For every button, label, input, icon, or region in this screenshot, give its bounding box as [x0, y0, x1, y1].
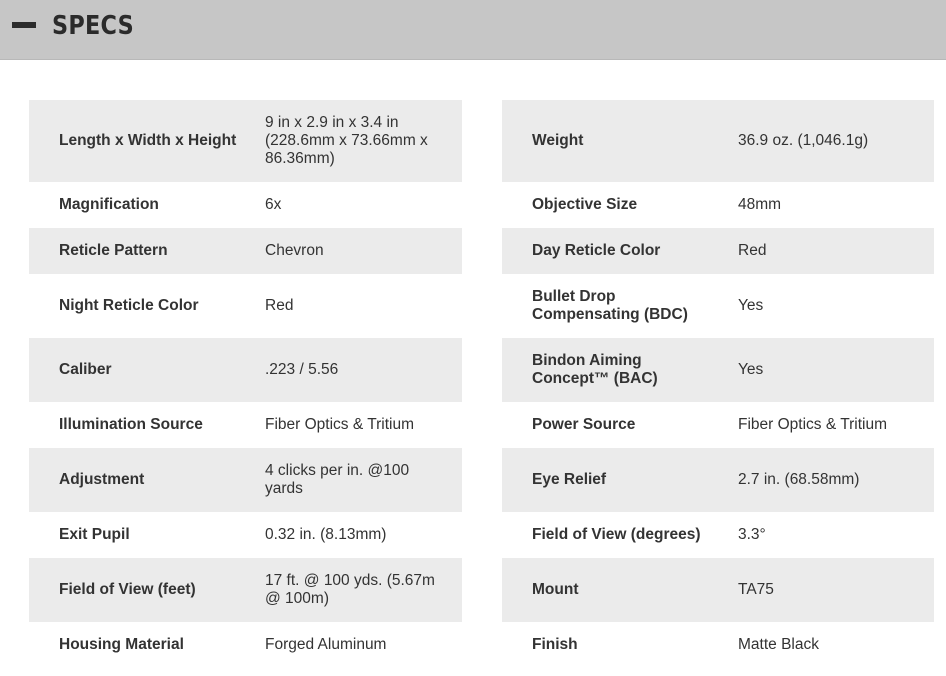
- spec-label: Day Reticle Color: [532, 242, 661, 259]
- spec-value: 9 in x 2.9 in x 3.4 in (228.6mm x 73.66mm x 86.36mm): [265, 114, 428, 167]
- spec-label: Housing Material: [59, 636, 184, 653]
- spec-row: [29, 402, 462, 448]
- spec-row: [29, 622, 462, 668]
- spec-value: 2.7 in. (68.58mm): [738, 471, 860, 488]
- spec-label: Exit Pupil: [59, 526, 130, 543]
- spec-value: 6x: [265, 196, 282, 213]
- spec-row: [502, 402, 934, 448]
- spec-row: [502, 274, 934, 338]
- spec-row: [502, 448, 934, 512]
- spec-row: [502, 182, 934, 228]
- spec-value: 17 ft. @ 100 yds. (5.67m @ 100m): [265, 572, 435, 607]
- spec-value: Red: [738, 242, 767, 259]
- spec-label: Adjustment: [59, 471, 145, 488]
- spec-value: Chevron: [265, 242, 324, 259]
- specs-table-left: [29, 100, 462, 668]
- spec-value: Red: [265, 297, 294, 314]
- spec-label: Caliber: [59, 361, 112, 378]
- spec-row: [29, 228, 462, 274]
- spec-value: TA75: [738, 581, 774, 598]
- spec-value: Fiber Optics & Tritium: [738, 416, 887, 433]
- spec-row: [502, 228, 934, 274]
- spec-row: [502, 100, 934, 182]
- spec-value: .223 / 5.56: [265, 361, 339, 378]
- spec-label: Eye Relief: [532, 471, 607, 488]
- spec-label: Illumination Source: [59, 416, 203, 433]
- specs-table-right: [502, 100, 934, 668]
- spec-row: [29, 100, 462, 182]
- spec-label: Bullet Drop Compensating (BDC): [532, 288, 688, 323]
- spec-value: 3.3°: [738, 526, 766, 543]
- specs-title: SPECS: [52, 11, 134, 41]
- spec-label: Reticle Pattern: [59, 242, 168, 259]
- spec-value: Yes: [738, 361, 764, 378]
- spec-label: Finish: [532, 636, 578, 653]
- spec-label: Weight: [532, 132, 584, 149]
- spec-value: Yes: [738, 297, 764, 314]
- spec-label: Objective Size: [532, 196, 638, 213]
- spec-label: Night Reticle Color: [59, 297, 199, 314]
- spec-label: Field of View (degrees): [532, 526, 701, 543]
- spec-value: Matte Black: [738, 636, 819, 653]
- spec-label: Magnification: [59, 196, 159, 213]
- spec-row: [29, 338, 462, 402]
- spec-row: [29, 512, 462, 558]
- spec-row: [29, 558, 462, 622]
- spec-value: 48mm: [738, 196, 782, 213]
- spec-label: Length x Width x Height: [59, 132, 237, 149]
- spec-value: 4 clicks per in. @100 yards: [265, 462, 410, 497]
- specs-section-header[interactable]: [0, 0, 946, 60]
- spec-label: Power Source: [532, 416, 636, 433]
- spec-row: [502, 622, 934, 668]
- spec-value: Fiber Optics & Tritium: [265, 416, 414, 433]
- spec-label: Mount: [532, 581, 579, 598]
- spec-value: 36.9 oz. (1,046.1g): [738, 132, 869, 149]
- spec-row: [502, 512, 934, 558]
- spec-value: 0.32 in. (8.13mm): [265, 526, 387, 543]
- spec-label: Bindon Aiming Concept™ (BAC): [532, 352, 658, 387]
- collapse-minus-icon[interactable]: [12, 22, 36, 28]
- spec-row: [29, 448, 462, 512]
- spec-row: [502, 338, 934, 402]
- spec-row: [29, 274, 462, 338]
- spec-row: [502, 558, 934, 622]
- spec-row: [29, 182, 462, 228]
- spec-label: Field of View (feet): [59, 581, 196, 598]
- spec-value: Forged Aluminum: [265, 636, 387, 653]
